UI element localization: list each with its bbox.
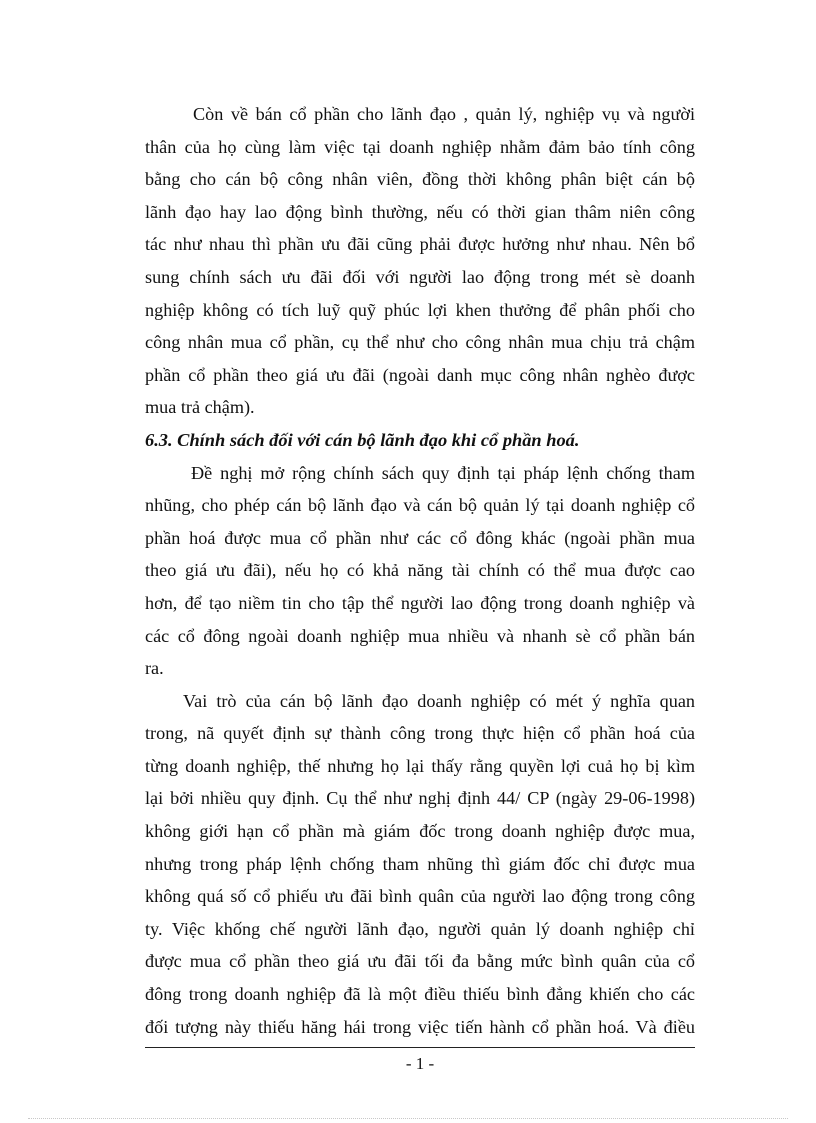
text-line: Đề nghị mở rộng chính sách quy định tại pháp lệnh chống tham [191, 462, 695, 483]
text-line: lại bởi nhiều quy định. Cụ thể như nghị định 44/ CP (ngày 29-06-1998) [145, 788, 695, 809]
text-line: bằng cho cán bộ công nhân viên, đồng thời không phân biệt cán bộ [145, 169, 695, 190]
text-line: được mua cổ phần theo giá ưu đãi tối đa bằng mức bình quân của cổ [145, 951, 695, 972]
text-line: Còn về bán cổ phần cho lãnh đạo , quản lý, nghiệp vụ và người [193, 104, 695, 124]
text-line: đông trong doanh nghiệp đã là một điều thiếu bình đẳng khiến cho các [145, 984, 695, 1005]
text-line: sung chính sách ưu đãi đối với người lao động trong mét sè doanh [145, 266, 695, 287]
paragraph-1 [145, 98, 695, 424]
text-line: từng doanh nghiệp, thế nhưng họ lại thấy rằng quyền lợi cuả họ bị kìm [145, 755, 695, 776]
footer-divider [145, 1047, 695, 1048]
page-edge-divider [28, 1118, 788, 1119]
paragraph-3 [145, 685, 695, 1044]
text-line: không giới hạn cổ phần mà giám đốc trong doanh nghiệp được mua, [145, 821, 695, 842]
text-line: công nhân mua cổ phần, cụ thể như cho công nhân mua chịu trả chậm [145, 332, 695, 353]
text-line: ty. Việc khống chế người lãnh đạo, người quản lý doanh nghiệp chỉ [145, 918, 695, 939]
text-line: lãnh đạo hay lao động bình thường, nếu có thời gian thâm niên công [145, 201, 695, 222]
text-line: phần cổ phần theo giá ưu đãi (ngoài danh mục công nhân nghèo được [145, 364, 695, 385]
text-line: phần hoá được mua cổ phần như các cổ đông khác (ngoài phần mua [145, 527, 695, 548]
text-line: ra. [145, 658, 164, 679]
paragraph-2 [145, 457, 695, 685]
text-line: thân của họ cùng làm việc tại doanh nghiệp nhằm đảm bảo tính công [145, 136, 695, 157]
page-number: - 1 - [405, 1054, 435, 1073]
text-line: theo giá ưu đãi), nếu họ có khả năng tài chính có thể mua được cao [145, 560, 695, 581]
text-line: mua trả chậm). [145, 397, 255, 418]
document-body [145, 98, 695, 1043]
text-line: đối tượng này thiếu hăng hái trong việc tiến hành cổ phần hoá. Và điều [145, 1016, 695, 1037]
text-line: trong, nã quyết định sự thành công trong thực hiện cổ phần hoá của [145, 723, 695, 744]
text-line: không quá số cổ phiếu ưu đãi bình quân của người lao động trong công [145, 886, 695, 907]
section-heading: 6.3. Chính sách đối với cán bộ lãnh đạo khi cổ phần hoá. [145, 429, 580, 450]
text-line: nhưng trong pháp lệnh chống tham nhũng thì giám đốc chỉ được mua [145, 853, 695, 874]
text-line: tác như nhau thì phần ưu đãi cũng phải được hưởng như nhau. Nên bổ [145, 234, 695, 255]
text-line: nhũng, cho phép cán bộ lãnh đạo và cán bộ quản lý tại doanh nghiệp cổ [145, 495, 695, 516]
text-line: các cổ đông ngoài doanh nghiệp mua nhiều và nhanh sè cổ phần bán [145, 625, 695, 646]
text-line: hơn, để tạo niềm tin cho tập thể người lao động trong doanh nghiệp và [145, 592, 695, 613]
text-line: nghiệp không có tích luỹ quỹ phúc lợi khen thưởng để phân phối cho [145, 299, 695, 320]
text-line: Vai trò của cán bộ lãnh đạo doanh nghiệp có mét ý nghĩa quan [183, 690, 695, 711]
